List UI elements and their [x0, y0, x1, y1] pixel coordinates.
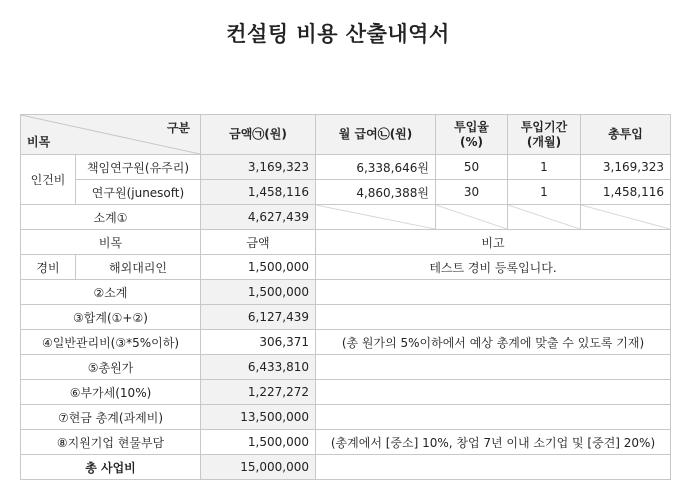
table-row [21, 180, 671, 205]
summary-note [316, 380, 671, 405]
summary-label: ⑤총원가 [21, 355, 201, 380]
summary-note [316, 305, 671, 330]
expense-header-amount: 금액 [201, 230, 316, 255]
summary-total-row [21, 455, 671, 480]
empty-diagonal-cell [508, 205, 581, 230]
expense-category-label: 경비 [21, 255, 76, 280]
expense-amount: 1,500,000 [201, 255, 316, 280]
labor-period: 1 [508, 180, 581, 205]
labor-amount: 1,458,116 [201, 180, 316, 205]
labor-name: 책임연구원(유주리) [76, 155, 201, 180]
labor-rate: 50 [436, 155, 508, 180]
summary-label: ⑥부가세(10%) [21, 380, 201, 405]
summary-note [316, 455, 671, 480]
summary-row [21, 380, 671, 405]
labor-subtotal-label: 소계① [21, 205, 201, 230]
summary-amount: 6,433,810 [201, 355, 316, 380]
labor-monthly: 4,860,388원 [316, 180, 436, 205]
summary-note [316, 405, 671, 430]
summary-row [21, 330, 671, 355]
summary-amount: 1,227,272 [201, 380, 316, 405]
expense-header-note: 비고 [316, 230, 671, 255]
summary-note: (총계에서 [중소] 10%, 창업 7년 이내 소기업 및 [중견] 20%) [316, 430, 671, 455]
empty-diagonal-cell [316, 205, 436, 230]
labor-amount: 3,169,323 [201, 155, 316, 180]
summary-amount: 6,127,439 [201, 305, 316, 330]
grand-total-label: 총 사업비 [21, 455, 201, 480]
summary-label: ⑦현금 총계(과제비) [21, 405, 201, 430]
summary-row [21, 280, 671, 305]
header-monthly-pay: 월 급여㉡(원) [316, 115, 436, 155]
expense-header-row [21, 230, 671, 255]
summary-note: (총 원가의 5%이하에서 예상 총계에 맞출 수 있도록 기재) [316, 330, 671, 355]
labor-total: 1,458,116 [581, 180, 671, 205]
summary-row [21, 355, 671, 380]
labor-period: 1 [508, 155, 581, 180]
summary-amount: 306,371 [201, 330, 316, 355]
header-diagonal-cell [21, 115, 201, 155]
expense-header-item: 비목 [21, 230, 201, 255]
summary-row [21, 305, 671, 330]
summary-note [316, 280, 671, 305]
table-row [21, 155, 671, 180]
table-row [21, 255, 671, 280]
cost-breakdown-table [20, 114, 671, 480]
header-amount: 금액㉠(원) [201, 115, 316, 155]
summary-row [21, 405, 671, 430]
labor-name: 연구원(junesoft) [76, 180, 201, 205]
labor-rate: 30 [436, 180, 508, 205]
grand-total-amount: 15,000,000 [201, 455, 316, 480]
table-header-row [21, 115, 671, 155]
empty-diagonal-cell [436, 205, 508, 230]
expense-note: 테스트 경비 등록입니다. [316, 255, 671, 280]
header-total-input: 총투입 [581, 115, 671, 155]
header-input-rate: 투입율 (%) [436, 115, 508, 155]
summary-note [316, 355, 671, 380]
header-col-label: 구분 [166, 121, 190, 135]
summary-amount: 1,500,000 [201, 430, 316, 455]
labor-total: 3,169,323 [581, 155, 671, 180]
header-row-label: 비목 [27, 135, 51, 149]
labor-category-label: 인건비 [21, 155, 76, 205]
header-input-period: 투입기간 (개월) [508, 115, 581, 155]
expense-item: 해외대리인 [76, 255, 201, 280]
summary-label: ②소계 [21, 280, 201, 305]
summary-row [21, 430, 671, 455]
summary-amount: 13,500,000 [201, 405, 316, 430]
summary-amount: 1,500,000 [201, 280, 316, 305]
page-title: 컨설팅 비용 산출내역서 [226, 22, 450, 46]
labor-subtotal-amount: 4,627,439 [201, 205, 316, 230]
summary-label: ④일반관리비(③*5%이하) [21, 330, 201, 355]
empty-diagonal-cell [581, 205, 671, 230]
summary-label: ⑧지원기업 현물부담 [21, 430, 201, 455]
labor-subtotal-row [21, 205, 671, 230]
summary-label: ③합계(①+②) [21, 305, 201, 330]
labor-monthly: 6,338,646원 [316, 155, 436, 180]
